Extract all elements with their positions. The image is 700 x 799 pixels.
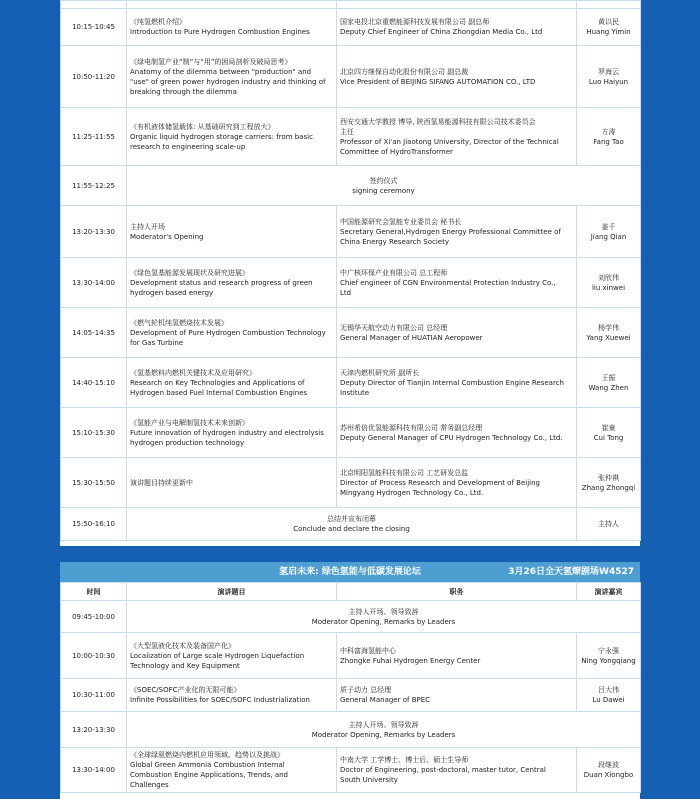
position-line: 苏州希倍优氢能源科技有限公司 常务副总经理 <box>340 423 483 432</box>
topic-line: 《绿电制氢产业“制”与“用”的困局剖析及破局思考》 <box>130 57 292 66</box>
speaker-cell <box>577 508 641 541</box>
time-cell: 09:45-10:00 <box>61 601 127 633</box>
speaker-line: Cui Tong <box>593 433 624 442</box>
topic-line: 演讲题目持续更新中 <box>130 478 193 487</box>
topic-line: 《全球绿氨燃烧内燃机应用领域、趋势以及挑战》 <box>130 751 284 759</box>
table-row <box>61 166 641 206</box>
position-line: Ltd <box>340 288 352 297</box>
position-line: 西安交通大学教授 博导, 陕西氢易能源科技有限公司技术委员会 <box>340 117 536 126</box>
position-line: Institute <box>340 388 370 397</box>
topic-line: Global Green Ammonia Combustion Internal <box>130 761 285 769</box>
topic-cell <box>127 458 337 508</box>
speaker-line: 崔童 <box>601 423 616 432</box>
speaker-cell <box>577 1 641 9</box>
position-line: 中科富海氢能中心 <box>340 646 396 655</box>
time-cell: 15:30-15:50 <box>61 458 127 508</box>
table-row <box>61 9 641 46</box>
agenda-panel-1 <box>60 0 640 546</box>
header-position: 职务 <box>337 583 577 601</box>
speaker-line: 宁永强 <box>598 646 619 655</box>
position-line: 北京四方继保自动化股份有限公司 副总裁 <box>340 67 469 76</box>
topic-line: "use" of green power hydrogen industry and thinking of <box>130 77 326 86</box>
forum-title: 氢启未来: 绿色氢能与低碳发展论坛 <box>279 567 421 577</box>
time-cell: 15:50-16:10 <box>61 508 127 541</box>
merged-cell <box>127 712 641 748</box>
merged-line: Conclude and declare the closing <box>293 525 410 533</box>
table-row <box>61 1 641 9</box>
topic-line: Hydrogen based Fuel Internal Combustion Engines <box>130 388 308 397</box>
table-row <box>61 408 641 458</box>
speaker-cell <box>577 9 641 46</box>
topic-line: Organic liquid hydrogen storage carriers: from basic <box>130 132 313 141</box>
header-time: 时间 <box>61 583 127 601</box>
speaker-cell <box>577 679 641 712</box>
position-line: General Manager of HUATIAN Aeropower <box>340 333 483 342</box>
topic-line: Localization of Large scale Hydrogen Liquefaction <box>130 651 305 660</box>
merged-line: 签约仪式 <box>369 176 398 185</box>
topic-line: Development of Pure Hydrogen Combustion Technology <box>130 328 326 337</box>
speaker-line: 姜千 <box>601 222 616 231</box>
merged-line: signing ceremony <box>352 186 415 195</box>
position-line: Deputy Director of Tianjin Internal Combustion Engine Research <box>340 378 564 387</box>
topic-line: Challenges <box>130 781 169 789</box>
position-cell <box>337 748 577 793</box>
topic-cell <box>127 308 337 358</box>
topic-line: 《SOEC/SOFC产业化的无限可能》 <box>130 686 241 694</box>
speaker-line: Huang Yimin <box>586 28 631 36</box>
speaker-cell <box>577 258 641 308</box>
position-cell <box>337 679 577 712</box>
time-cell: 14:05-14:35 <box>61 308 127 358</box>
forum-venue: 3月26日全天氢燎剧场W4527 <box>508 567 634 577</box>
position-cell <box>337 1 577 9</box>
time-cell: 13:30-14:00 <box>61 258 127 308</box>
speaker-cell <box>577 458 641 508</box>
position-line: 中广核环保产业有限公司 总工程师 <box>340 268 448 277</box>
speaker-line: 方涛 <box>601 127 616 136</box>
topic-line: hydrogen production technology <box>130 438 245 447</box>
position-cell <box>337 408 577 458</box>
time-cell: 11:25-11:55 <box>61 108 127 166</box>
topic-line: Infinite Possibilities for SOEC/SOFC Industrialization <box>130 696 310 704</box>
time-cell: 11:55-12:25 <box>61 166 127 206</box>
merged-cell <box>127 601 641 633</box>
position-line: 天津内燃机研究所 副所长 <box>340 368 420 377</box>
table-row <box>61 679 641 712</box>
topic-line: 《氢基燃料内燃机关键技术及应用研究》 <box>130 368 256 377</box>
topic-line: 《有机液体储氢载体: 从基础研究到工程放大》 <box>130 122 275 131</box>
topic-line: 主持人开场 <box>130 222 165 231</box>
topic-cell <box>127 408 337 458</box>
time-cell: 10:15-10:45 <box>61 9 127 46</box>
topic-line: Technology and Key Equipment <box>130 661 240 670</box>
speaker-cell <box>577 633 641 679</box>
forum-banner <box>60 562 640 582</box>
position-cell <box>337 206 577 258</box>
position-cell <box>337 108 577 166</box>
agenda-panel-2 <box>60 562 640 799</box>
position-line: Mingyang Hydrogen Technology Co., Ltd. <box>340 488 484 497</box>
speaker-cell <box>577 308 641 358</box>
speaker-line: 杨学伟 <box>598 323 619 332</box>
table-row <box>61 458 641 508</box>
speaker-line: 张仲祺 <box>598 473 619 482</box>
table-row <box>61 258 641 308</box>
position-cell <box>337 633 577 679</box>
topic-cell <box>127 258 337 308</box>
position-line: 北京明阳氢能科技有限公司 工艺研发总监 <box>340 468 469 477</box>
position-line: 国家电投北京重燃能源科技发展有限公司 副总师 <box>340 18 490 26</box>
time-cell: 10:50-11:20 <box>61 46 127 108</box>
topic-line: research to engineering scale-up <box>130 142 246 151</box>
merged-cell <box>127 508 577 541</box>
speaker-line: Fang Tao <box>593 137 624 146</box>
topic-line: 《绿色氢基能源发展现状及研究进展》 <box>130 268 249 277</box>
topic-line: 《燃气轮机纯氢燃烧技术发展》 <box>130 318 228 327</box>
agenda-table-1 <box>60 0 641 541</box>
topic-line: 《氢能产业与电解制氢技术未来创新》 <box>130 418 249 427</box>
merged-line: Moderator Opening, Remarks by Leaders <box>311 617 456 626</box>
topic-cell <box>127 46 337 108</box>
table-row <box>61 508 641 541</box>
speaker-line: 黄以民 <box>598 18 619 26</box>
position-line: 中南大学 工学博士、博士后、硕士生导师 <box>340 756 469 764</box>
agenda-table-2 <box>60 582 641 793</box>
speaker-line: 王振 <box>601 373 616 382</box>
speaker-line: 吕大伟 <box>598 686 619 694</box>
topic-line: Anatomy of the dilemma between "production" and <box>130 67 312 76</box>
topic-line: Moderator's Opening <box>130 232 204 241</box>
speaker-line: Lu Dawei <box>592 696 625 704</box>
topic-cell <box>127 679 337 712</box>
header-speaker: 演讲嘉宾 <box>577 583 641 601</box>
position-line: 无锡华天航空动力有限公司 总经理 <box>340 323 448 332</box>
position-cell <box>337 458 577 508</box>
position-line: Vice President of BEIJING SIFANG AUTOMATION CO., LTD <box>340 77 536 86</box>
table-row <box>61 633 641 679</box>
position-line: Director of Process Research and Development of Beijing <box>340 478 540 487</box>
speaker-line: 段继波 <box>598 761 619 769</box>
position-line: 主任 <box>340 127 354 136</box>
topic-cell <box>127 9 337 46</box>
merged-line: 主持人开场、领导致辞 <box>348 720 419 729</box>
position-line: Deputy Chief Engineer of China Zhongdian Media Co., Ltd <box>340 28 543 36</box>
table-row <box>61 748 641 793</box>
table-row <box>61 46 641 108</box>
topic-line: hydrogen based energy <box>130 288 214 297</box>
speaker-cell <box>577 206 641 258</box>
table-row <box>61 108 641 166</box>
topic-cell <box>127 633 337 679</box>
position-line: South University <box>340 776 398 784</box>
position-line: 质子动力 总经理 <box>340 686 392 694</box>
topic-line: Introduction to Pure Hydrogen Combustion Engines <box>130 28 310 36</box>
topic-line: Development status and research progress of green <box>130 278 313 287</box>
table-header-row <box>61 583 641 601</box>
position-line: Deputy General Manager of CPU Hydrogen Technology Co., Ltd. <box>340 433 563 442</box>
merged-line: Moderator Opening, Remarks by Leaders <box>311 730 456 739</box>
topic-cell <box>127 358 337 408</box>
position-line: Secretary General,Hydrogen Energy Professional Committee of <box>340 227 561 236</box>
time-cell: 10:30-11:00 <box>61 679 127 712</box>
speaker-line: Jiang Qian <box>590 232 627 241</box>
topic-line: breaking through the dilemma <box>130 87 237 96</box>
position-cell <box>337 46 577 108</box>
topic-line: 《大型氢液化技术及装备国产化》 <box>130 641 235 650</box>
time-cell <box>61 1 127 9</box>
speaker-line: liu xinwei <box>591 283 626 292</box>
merged-line: 主持人开场、领导致辞 <box>348 607 419 616</box>
speaker-cell <box>577 108 641 166</box>
position-cell <box>337 308 577 358</box>
speaker-line: Duan Xiongbo <box>583 771 634 779</box>
time-cell: 13:20-13:30 <box>61 712 127 748</box>
topic-cell <box>127 108 337 166</box>
topic-cell <box>127 206 337 258</box>
position-line: Doctor of Engineering, post-doctoral, master tutor, Central <box>340 766 546 774</box>
speaker-cell <box>577 46 641 108</box>
speaker-line: Ning Yongqiang <box>581 656 636 665</box>
speaker-line: Yang Xuewei <box>586 333 631 342</box>
position-line: Committee of HydroTransformer <box>340 147 453 156</box>
speaker-line: Wang Zhen <box>588 383 629 392</box>
position-line: China Energy Research Society <box>340 237 449 246</box>
position-line: Chief engineer of CGN Environmental Protection Industry Co., <box>340 278 556 287</box>
speaker-cell <box>577 408 641 458</box>
topic-line: for Gas Turbine <box>130 338 184 347</box>
topic-line: 《纯氢燃机介绍》 <box>130 18 186 26</box>
time-cell: 13:30-14:00 <box>61 748 127 793</box>
position-cell <box>337 9 577 46</box>
speaker-line: Zhang Zhongqi <box>581 483 636 492</box>
table-row <box>61 206 641 258</box>
table-row <box>61 601 641 633</box>
time-cell: 15:10-15:30 <box>61 408 127 458</box>
speaker-line: 罗海云 <box>598 67 619 76</box>
time-cell: 14:40-15:10 <box>61 358 127 408</box>
topic-line: Research on Key Technologies and Applications of <box>130 378 305 387</box>
header-topic: 演讲题目 <box>127 583 337 601</box>
merged-line: 总结并宣布闭幕 <box>327 515 376 523</box>
table-row <box>61 712 641 748</box>
speaker-cell <box>577 748 641 793</box>
position-line: 中国能源研究会氢能专业委员会 秘书长 <box>340 217 462 226</box>
position-cell <box>337 358 577 408</box>
speaker-line: 刘欣伟 <box>598 273 619 282</box>
position-line: General Manager of BPEC <box>340 696 431 704</box>
topic-cell <box>127 748 337 793</box>
speaker-line: 主持人 <box>598 520 619 528</box>
position-line: Professor of Xi'an Jiaotong University, Director of the Technical <box>340 137 559 146</box>
table-row <box>61 358 641 408</box>
time-cell: 13:20-13:30 <box>61 206 127 258</box>
topic-line: Combustion Engine Applications, Trends, and <box>130 771 288 779</box>
position-cell <box>337 258 577 308</box>
merged-cell <box>127 166 641 206</box>
speaker-line: Luo Haiyun <box>588 77 629 86</box>
position-line: Zhongke Fuhai Hydrogen Energy Center <box>340 656 481 665</box>
topic-cell <box>127 1 337 9</box>
time-cell: 10:00-10:30 <box>61 633 127 679</box>
table-row <box>61 308 641 358</box>
topic-line: Future innovation of hydrogen industry and electrolysis <box>130 428 324 437</box>
speaker-cell <box>577 358 641 408</box>
